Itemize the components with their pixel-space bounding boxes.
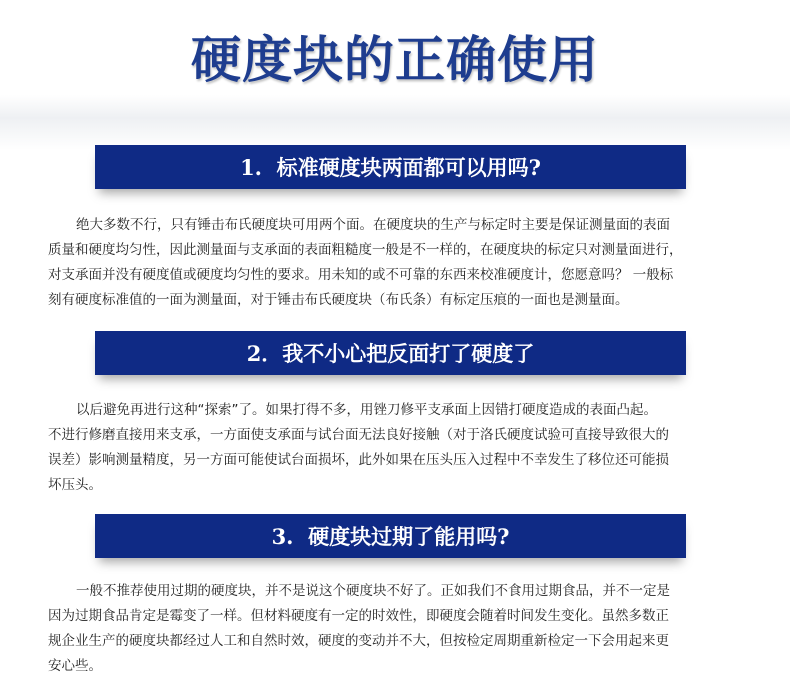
- section-paragraph-1: [48, 213, 748, 313]
- paragraph-line: 质量和硬度均匀性，因此测量面与支承面的表面粗糙度一般是不一样的，在硬度块的标定只对测量面进行，: [48, 242, 683, 258]
- paragraph-line: 绝大多数不行，只有锤击布氏硬度块可用两个面。在硬度块的生产与标定时主要是保证测量面的表面: [76, 217, 670, 233]
- section-heading-3-text: 3. 硬度块过期了能用吗?: [271, 524, 510, 549]
- section-heading-3: [95, 514, 686, 558]
- paragraph-line: 安心些。: [48, 658, 102, 674]
- paragraph-line: 误差）影响测量精度，另一方面可能使试台面损坏，此外如果在压头压入过程中不幸发生了移位还可能损: [48, 452, 669, 468]
- paragraph-line: 规企业生产的硬度块都经过人工和自然时效，硬度的变动并不大，但按检定周期重新检定一下会用起来更: [48, 633, 669, 649]
- section-heading-1: [95, 145, 686, 189]
- paragraph-line: 一般不推荐使用过期的硬度块，并不是说这个硬度块不好了。正如我们不食用过期食品，并不一定是: [76, 583, 670, 599]
- section-heading-1-text: 1. 标准硬度块两面都可以用吗?: [240, 155, 541, 180]
- paragraph-line: 以后避免再进行这种“探索”了。如果打得不多，用锉刀修平支承面上因错打硬度造成的表面凸起。: [76, 402, 657, 418]
- paragraph-line: 对支承面并没有硬度值或硬度均匀性的要求。用未知的或不可靠的东西来校准硬度计，您愿意吗？ 一般标: [48, 267, 674, 283]
- section-paragraph-3: [48, 579, 748, 679]
- paragraph-line: 不进行修磨直接用来支承，一方面使支承面与试台面无法良好接触（对于洛氏硬度试验可直接导致很大的: [48, 427, 669, 443]
- section-heading-2-text: 2．我不小心把反面打了硬度了: [246, 341, 535, 366]
- paragraph-line: 刻有硬度标准值的一面为测量面，对于锤击布氏硬度块（布氏条）有标定压痕的一面也是测量面。: [48, 292, 629, 308]
- section-paragraph-2: [48, 398, 748, 498]
- paragraph-line: 坏压头。: [48, 477, 102, 493]
- paragraph-line: 因为过期食品肯定是霉变了一样。但材料硬度有一定的时效性，即硬度会随着时间发生变化。虽然多数正: [48, 608, 669, 624]
- page-title: 硬度块的正确使用: [191, 30, 599, 89]
- section-heading-2: [95, 331, 686, 375]
